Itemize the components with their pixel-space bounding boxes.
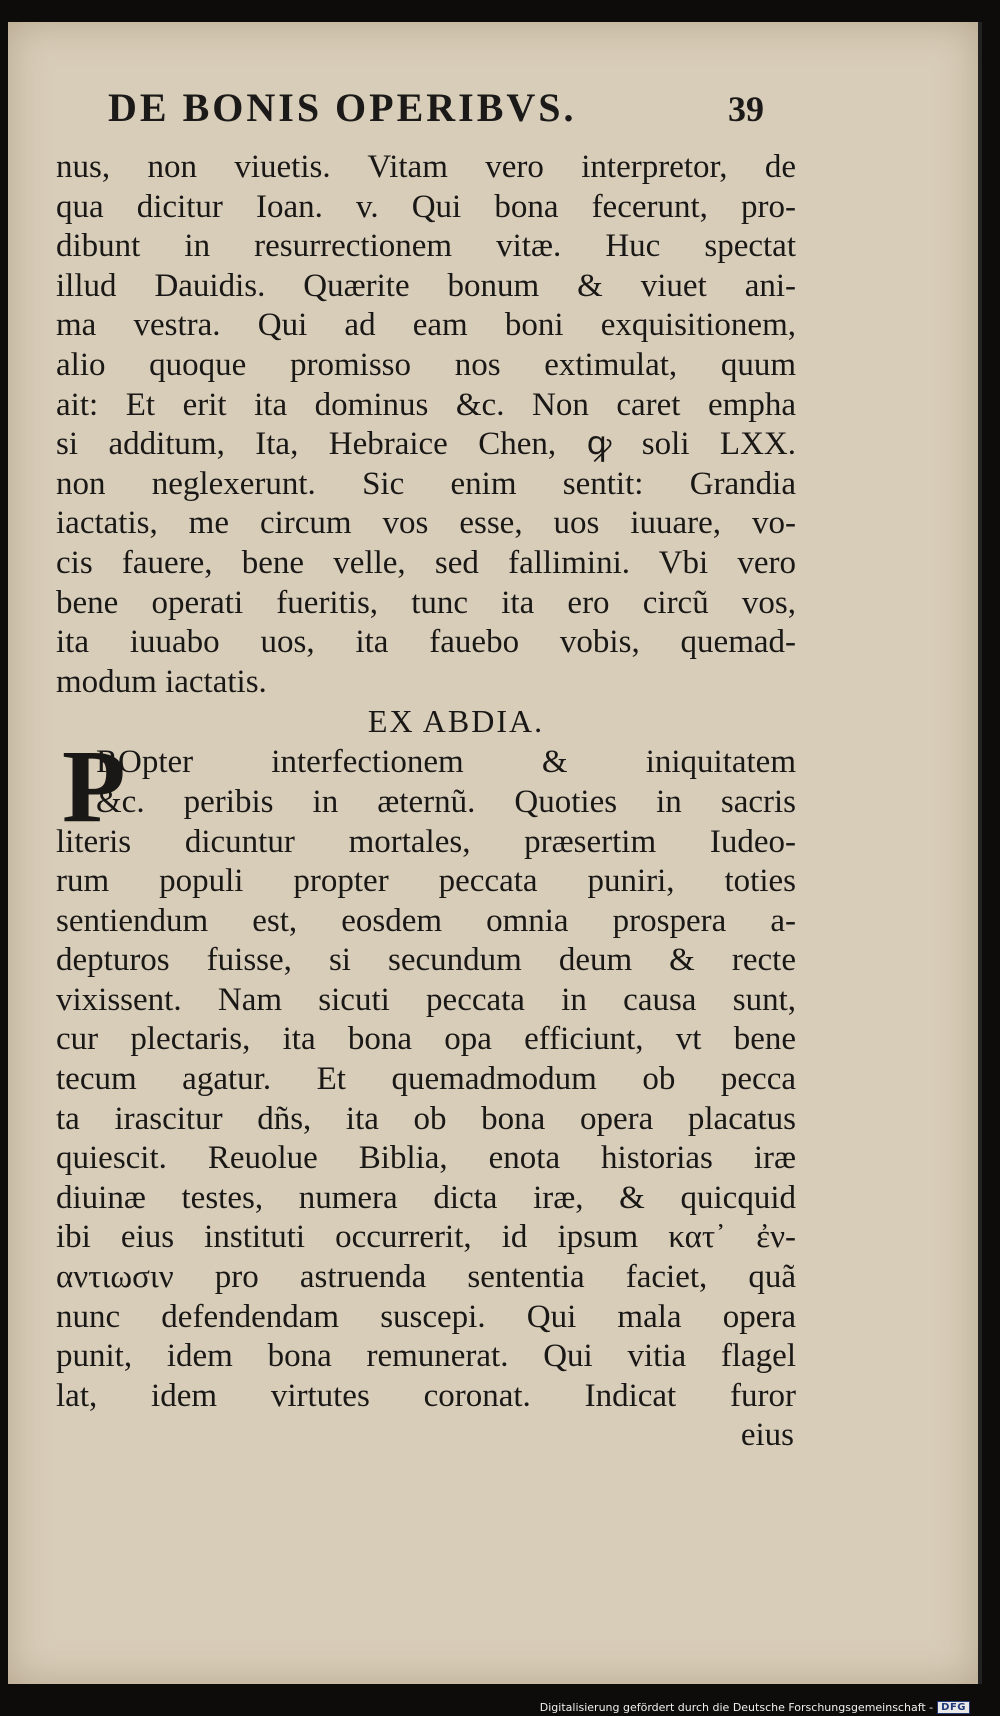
text-line: literis dicuntur mortales, præsertim Iudeo- [56,823,796,860]
text-line: diuinæ testes, numera dicta iræ, & quicquid [56,1179,796,1216]
text-line: illud Dauidis. Quærite bonum & viuet ani- [56,267,796,304]
dfg-logo: DFG [937,1701,970,1714]
credit-text: Digitalisierung gefördert durch die Deutsche Forschungsgemeinschaft - [539,1701,934,1714]
catchword: eius [740,1417,794,1454]
text-line: ita iuuabo uos, ita fauebo vobis, quemad- [56,624,796,661]
text-line: nunc defendendam suscepi. Qui mala opera [56,1298,796,1335]
text-line: sentiendum est, eosdem omnia prospera a- [56,902,796,939]
main-text [56,148,796,1456]
text-line: cis fauere, bene velle, sed fallimini. Vbi vero [56,544,796,581]
text-line: bene operati fueritis, tunc ita ero circũ vos, [56,584,796,621]
drop-cap-initial: P [62,729,126,845]
book-page [8,22,982,1684]
text-line: depturos fuisse, si secundum deum & recte [56,942,796,979]
text-line: ma vestra. Qui ad eam boni exquisitionem, [56,307,796,344]
text-line: modum iactatis. [56,663,267,700]
text-line: ta irascitur dñs, ita ob bona opera placatus [56,1100,796,1137]
text-line: rum populi propter peccata puniri, toties [56,863,796,900]
text-line: tecum agatur. Et quemadmodum ob pecca [56,1061,796,1098]
digitization-credit [540,1701,970,1714]
text-line: ibi eius instituti occurrerit, id ipsum κατ᾽ ἐν- [56,1219,796,1256]
running-title: DE BONIS OPERIBVS. [108,85,577,130]
page-number: 39 [728,89,764,129]
text-line: alio quoque promisso nos extimulat, quum [56,346,796,383]
text-line: vixissent. Nam sicuti peccata in causa sunt, [56,981,796,1018]
text-line: punit, idem bona remunerat. Qui vitia flagel [56,1338,796,1375]
text-line: quiescit. Reuolue Biblia, enota historias iræ [56,1140,796,1177]
text-line: nus, non viuetis. Vitam vero interpretor, de [56,149,796,185]
text-line: lat, idem virtutes coronat. Indicat furor [56,1377,796,1414]
text-line: non neglexerunt. Sic enim sentit: Grandia [56,465,796,502]
text-line: αντιωσιν pro astruenda sententia faciet, quã [56,1259,796,1296]
text-line: dibunt in resurrectionem vitæ. Huc spectat [56,228,796,265]
text-line: iactatis, me circum vos esse, uos iuuare, vo- [56,505,796,542]
text-line: qua dicitur Ioan. v. Qui bona fecerunt, pro- [56,188,796,225]
text-line: &c. peribis in æternũ. Quoties in sacris [96,783,796,820]
section-heading: EX ABDIA. [367,703,545,740]
text-line: si additum, Ita, Hebraice Chen, ꝙ soli LXX. [56,426,796,463]
running-head [108,84,788,144]
text-line: ROpter interfectionem & iniquitatem [96,744,796,781]
text-line: cur plectaris, ita bona opa efficiunt, vt bene [56,1021,796,1058]
text-line: ait: Et erit ita dominus &c. Non caret empha [56,386,796,423]
